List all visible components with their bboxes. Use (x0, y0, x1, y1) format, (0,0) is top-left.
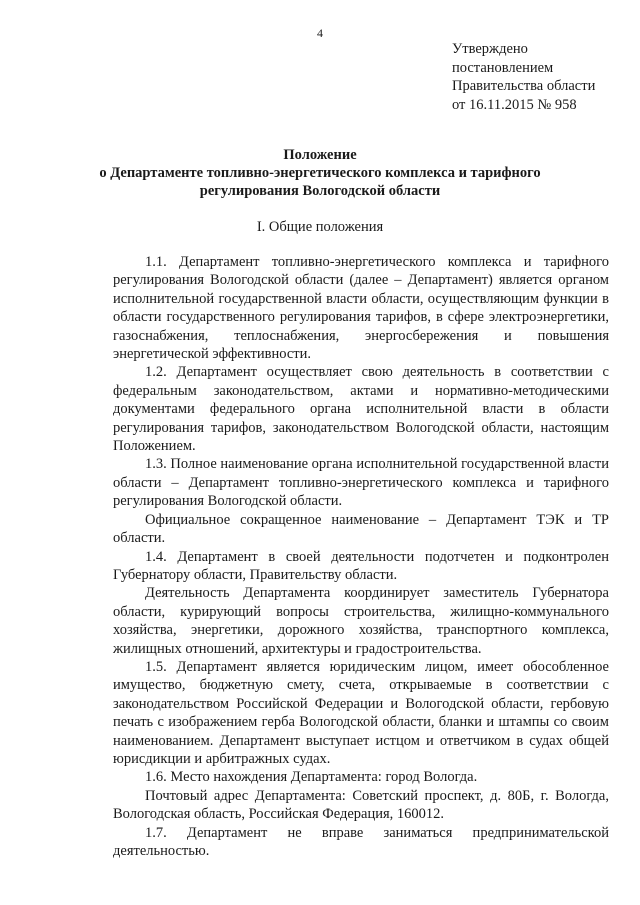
title-line: о Департаменте топливно-энергетического комплекса и тарифного (99, 165, 541, 181)
document-body (113, 253, 609, 860)
paragraph: Деятельность Департамента координирует заместитель Губернатора области, курирующий вопросы строительства, жилищно-коммунального хозяйства, энергетики, дорожного хозяйства, транспортного комплекса, жилищных отношений, архитектуры и градостроительства. (113, 585, 609, 657)
paragraph: 1.6. Место нахождения Департамента: город Вологда. (145, 769, 478, 786)
paragraph: 1.2. Департамент осуществляет свою деятельность в соответствии с федеральным законодательством, актами и нормативно-методическими документами федерального органа исполнительной власти в области регулирования тарифов, законодательством Вологодской области, настоящим Положением. (113, 364, 609, 455)
approval-line: Утверждено (452, 41, 528, 57)
approval-line: Правительства области (452, 78, 596, 94)
section-heading: I. Общие положения (256, 219, 384, 235)
paragraph: Почтовый адрес Департамента: Советский проспект, д. 80Б, г. Вологда, Вологодская область, Российская Федерация, 160012. (113, 787, 609, 823)
paragraph: Официальное сокращенное наименование – Департамент ТЭК и ТР области. (113, 511, 609, 547)
paragraph: 1.3. Полное наименование органа исполнительной государственной власти области – Департамент топливно-энергетического комплекса и тарифного регулирования Вологодской области. (113, 456, 609, 510)
paragraph: 1.5. Департамент является юридическим лицом, имеет обособленное имущество, бюджетную смету, счета, открываемые в соответствии с законодательством Российской Федерации и Вологодской области, гербовую печать с изображением герба Вологодской области, бланки и штампы со своим наименованием. Департамент выступает истцом и ответчиком в судах общей юрисдикции и арбитражных судах. (113, 658, 609, 767)
title-line: Положение (283, 147, 357, 163)
title-line: регулирования Вологодской области (199, 183, 441, 199)
approval-stamp (452, 40, 595, 114)
paragraph: 1.4. Департамент в своей деятельности подотчетен и подконтролен Губернатору области, Правительству области. (113, 548, 609, 583)
approval-line: от 16.11.2015 № 958 (452, 96, 577, 113)
paragraph: 1.1. Департамент топливно-энергетического комплекса и тарифного регулирования Вологодской области (далее – Департамент) является органом исполнительной государственной власти области, осуществляющим функции в области государственного регулирования тарифов, в сфере электроэнергетики, газоснабжения, теплоснабжения, энергосбережения и повышения энергетической эффективности. (113, 254, 609, 363)
approval-line: постановлением (452, 59, 554, 76)
document-title (60, 146, 580, 200)
page-number: 4 (317, 26, 323, 40)
paragraph: 1.7. Департамент не вправе заниматься предпринимательской деятельностью. (113, 824, 609, 859)
